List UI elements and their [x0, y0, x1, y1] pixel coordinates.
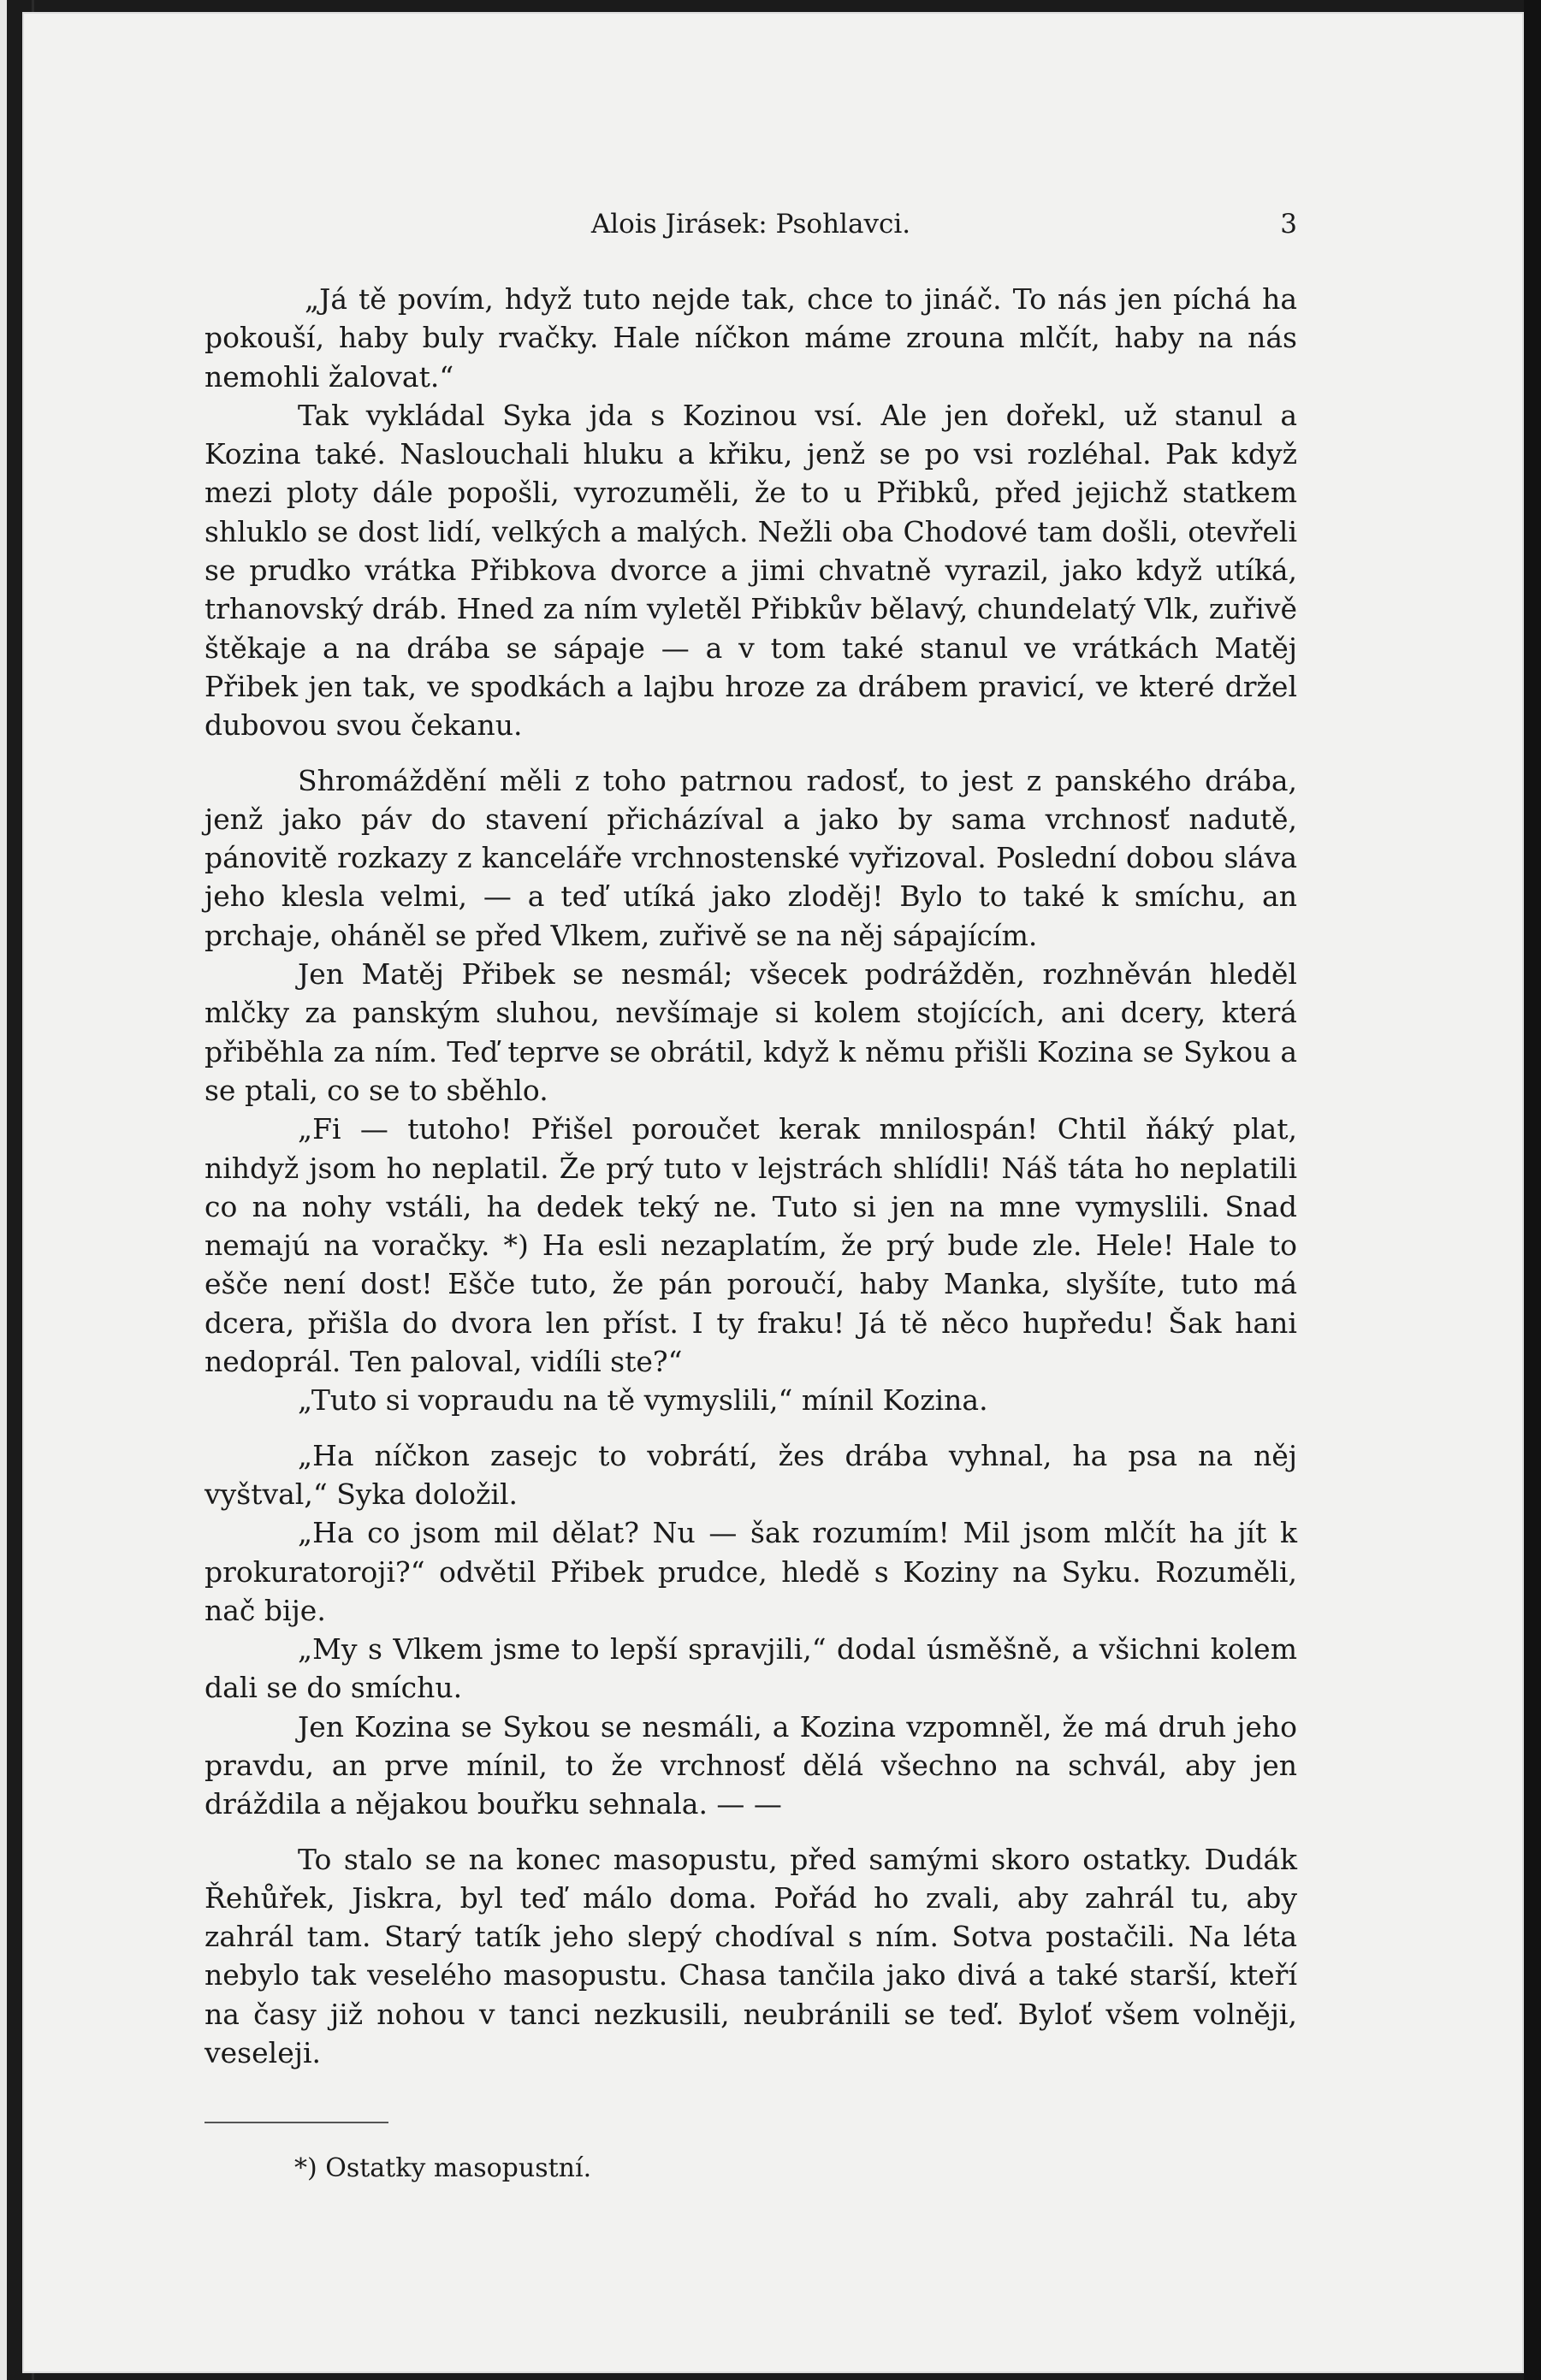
paragraph: To stalo se na konec masopustu, před samými skoro ostatky. Dudák Řehůřek, Jiskra, byl teď málo doma. Pořád ho zvali, aby zahrál tu, aby zahrál tam. Starý tatík jeho slepý chodíval s ním. Sotva postačili. Na léta nebylo tak veselého masopustu. Chasa tančila jako divá a také starší, kteří na časy již nohou v tanci nezkusili, neubránili se teď. Byloť všem volněji, veseleji.: [204, 1842, 1297, 2070]
paragraph: Jen Kozina se Sykou se nesmáli, a Kozina vzpomněl, že má druh jeho pravdu, an prve mínil, to že vrchnosť dělá všechno na schvál, aby jen dráždila a nějakou bouřku sehnala. — —: [204, 1709, 1297, 1821]
paragraph: Jen Matěj Přibek se nesmál; všecek podrážděn, rozhněván hleděl mlčky za panským sluhou, nevšímaje si kolem stojících, ani dcery, která přiběhla za ním. Teď teprve se obrátil, když k němu přišli Kozina se Sykou a se ptali, co se to sběhlo.: [204, 957, 1297, 1107]
paragraph: „Ha co jsom mil dělat? Nu — šak rozumím! Mil jsom mlčít ha jít k prokuratoroji?“ odvětil Přibek prudce, hledě s Koziny na Syku. Rozuměli, nač bije.: [204, 1516, 1297, 1627]
paragraph: „My s Vlkem jsme to lepší spravjili,“ dodal úsměšně, a všichni kolem dali se do smíchu.: [204, 1632, 1297, 1705]
page-number: 3: [1280, 209, 1297, 240]
paragraph: „Ha níčkon zasejc to vobrátí, žes drába vyhnal, ha psa na něj vyštval,“ Syka doložil.: [204, 1438, 1297, 1511]
page-text: [204, 205, 1297, 2188]
running-head: [204, 205, 1297, 257]
footnote: *) Ostatky masopustní.: [294, 2153, 592, 2184]
running-title: Alois Jirásek: Psohlavci.: [590, 209, 911, 240]
page-edge: [0, 0, 7, 2380]
paragraph: Shromáždění měli z toho patrnou radosť, to jest z panského drába, jenž jako páv do stavení přicházíval a jako by sama vrchnosť nadutě, pánovitě rozkazy z kanceláře vrchnostenské vyřizoval. Poslední dobou sláva jeho klesla velmi, — a teď utíká jako zloděj! Bylo to také k smíchu, an prchaje, oháněl se před Vlkem, zuřivě se na něj sápajícím.: [204, 763, 1297, 952]
paragraph: Tak vykládal Syka jda s Kozinou vsí. Ale jen dořekl, už stanul a Kozina také. Naslouchali hluku a křiku, jenž se po vsi rozléhal. Pak když mezi ploty dále popošli, vyrozuměli, že to u Přibků, před jejichž statkem shluklo se dost lidí, velkých a malých. Nežli oba Chodové tam došli, otevřeli se prudko vrátka Přibkova dvorce a jimi chvatně vyrazil, jako když utíká, trhanovský dráb. Hned za ním vyletěl Přibkův bělavý, chundelatý Vlk, zuřivě štěkaje a na drába se sápaje — a v tom také stanul ve vrátkách Matěj Přibek jen tak, ve spodkách a lajbu hroze za drábem pravicí, ve které držel dubovou svou čekanu.: [204, 398, 1297, 743]
paragraph: „Fi — tutoho! Přišel poroučet kerak mnilospán! Chtil ňáký plat, nihdyž jsom ho neplatil. Že prý tuto v lejstrách shlídli! Náš táta ho neplatili co na nohy vstáli, ha dedek teký ne. Tuto si jen na mne vymyslili. Snad nemajú na voračky. *) Ha esli nezaplatím, že prý bude zle. Hele! Hale to ešče není dost! Ešče tuto, že pán poroučí, haby Manka, slyšíte, tuto má dcera, přišla do dvora len příst. I ty fraku! Já tě něco hupředu! Šak hani nedoprál. Ten paloval, vidíli ste?“: [204, 1112, 1297, 1379]
paragraph: „Já tě povím, hdyž tuto nejde tak, chce to jináč. To nás jen píchá ha pokouší, haby buly rvačky. Hale níčkon máme zrouna mlčít, haby na nás nemohli žalovat.“: [204, 282, 1297, 394]
scan-border-right: [1524, 0, 1541, 2380]
paragraph: „Tuto si vopraudu na tě vymyslili,“ mínil Kozina.: [298, 1383, 988, 1418]
footnote-rule: [204, 2122, 388, 2123]
